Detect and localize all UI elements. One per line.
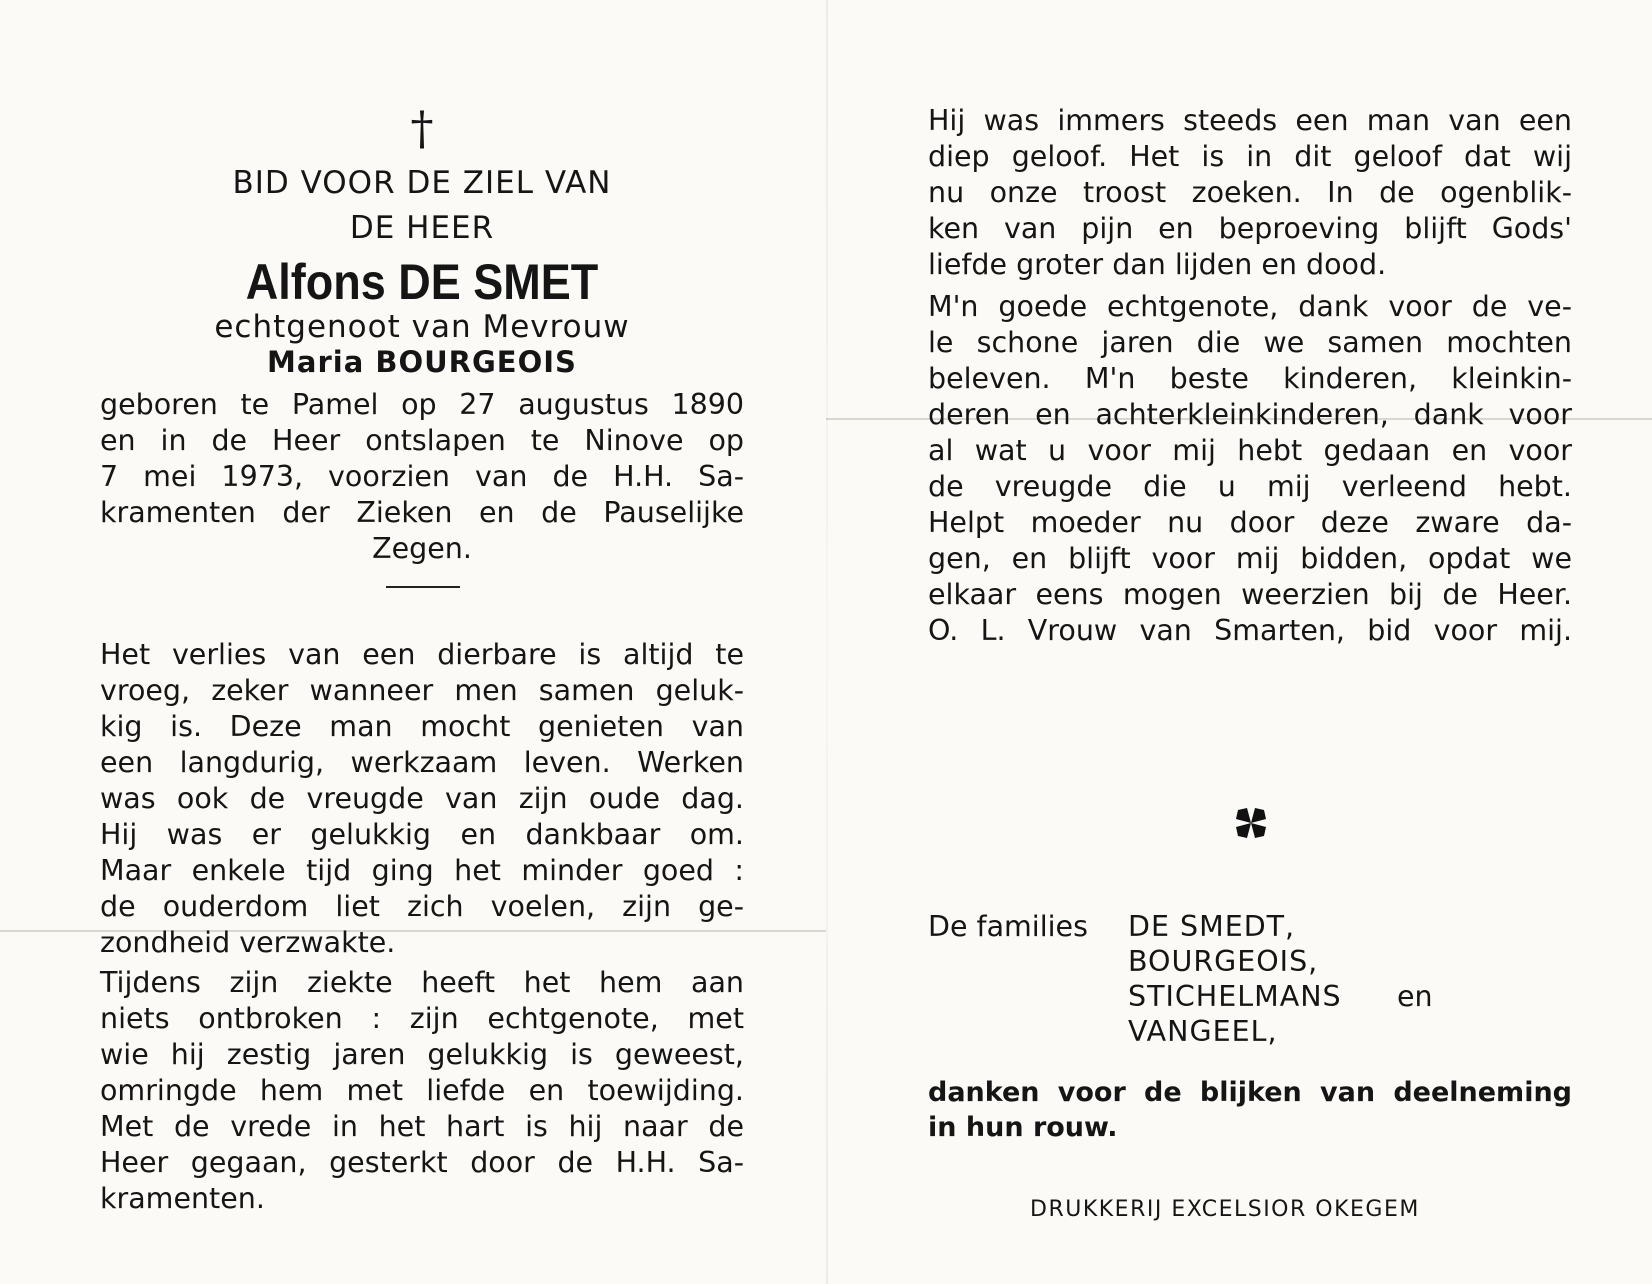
family-name: DE SMEDT,: [1128, 910, 1296, 943]
text-line: M'n goede echtgenote, dank voor de ve-: [928, 290, 1572, 323]
title-line: DE HEER: [349, 210, 495, 246]
text-line: de ouderdom liet zich voelen, zijn ge-: [100, 890, 744, 923]
text-line: Helpt moeder nu door deze zware da-: [928, 506, 1572, 539]
text-line: wie hij zestig jaren gelukkig is geweest,: [100, 1038, 744, 1071]
text-line: Hij was er gelukkig en dankbaar om.: [100, 818, 744, 851]
text-line: Het verlies van een dierbare is altijd te: [100, 638, 744, 671]
maltese-cross-icon: [1234, 806, 1268, 840]
text-line: O. L. Vrouw van Smarten, bid voor mij.: [928, 614, 1572, 647]
text-line: le schone jaren die we samen mochten: [928, 326, 1572, 359]
divider-rule: [386, 586, 460, 588]
text-line: niets ontbroken : zijn echtgenote, met: [100, 1002, 744, 1035]
text-line: Hij was immers steeds een man van een: [928, 104, 1572, 137]
bio-line: kramenten der Zieken en de Pauselijke: [100, 496, 744, 529]
thanks-line: danken voor de blijken van deelneming: [928, 1077, 1572, 1108]
text-line: Met de vrede in het hart is hij naar de: [100, 1110, 744, 1143]
bio-line: 7 mei 1973, voorzien van de H.H. Sa-: [100, 460, 744, 493]
family-name: VANGEEL,: [1128, 1015, 1278, 1048]
text-line: kramenten.: [100, 1182, 265, 1215]
text-line: Heer gegaan, gesterkt door de H.H. Sa-: [100, 1146, 744, 1179]
family-name: STICHELMANS: [1128, 980, 1342, 1013]
text-line: diep geloof. Het is in dit geloof dat wij: [928, 140, 1572, 173]
family-name: BOURGEOIS,: [1128, 945, 1319, 978]
text-line: zondheid verzwakte.: [100, 926, 396, 959]
cross-icon: †: [410, 101, 434, 155]
text-line: beleven. M'n beste kinderen, kleinkin-: [928, 362, 1572, 395]
bio-line: geboren te Pamel op 27 augustus 1890: [100, 388, 744, 421]
text-line: kig is. Deze man mocht genieten van: [100, 710, 744, 743]
families-label: De families: [928, 910, 1088, 943]
text-line: nu onze troost zoeken. In de ogenblik-: [928, 176, 1572, 209]
card-fold: [826, 0, 828, 1284]
spouse-name: Maria BOURGEOIS: [267, 345, 577, 379]
text-line: elkaar eens mogen weerzien bij de Heer.: [928, 578, 1572, 611]
text-line: liefde groter dan lijden en dood.: [928, 248, 1387, 281]
deceased-name: Alfons DE SMET: [245, 254, 599, 310]
printer-credit: DRUKKERIJ EXCELSIOR OKEGEM: [1030, 1197, 1420, 1222]
text-line: deren en achterkleinkinderen, dank voor: [928, 398, 1572, 431]
family-conjunction: en: [1397, 980, 1433, 1013]
text-line: gen, en blijft voor mij bidden, opdat we: [928, 542, 1572, 575]
text-line: was ook de vreugde van zijn oude dag.: [100, 782, 744, 815]
text-line: vroeg, zeker wanneer men samen geluk-: [100, 674, 744, 707]
bio-line: en in de Heer ontslapen te Ninove op: [100, 424, 744, 457]
spouse-intro: echtgenoot van Mevrouw: [214, 309, 630, 345]
text-line: Maar enkele tijd ging het minder goed :: [100, 854, 744, 887]
text-line: al wat u voor mij hebt gedaan en voor: [928, 434, 1572, 467]
bio-line: Zegen.: [372, 532, 472, 565]
thanks-line: in hun rouw.: [928, 1112, 1118, 1143]
text-line: omringde hem met liefde en toewijding.: [100, 1074, 744, 1107]
text-line: ken van pijn en beproeving blijft Gods': [928, 212, 1572, 245]
text-line: de vreugde die u mij verleend hebt.: [928, 470, 1572, 503]
text-line: Tijdens zijn ziekte heeft het hem aan: [100, 966, 744, 999]
text-line: een langdurig, werkzaam leven. Werken: [100, 746, 744, 779]
prayer-line: BID VOOR DE ZIEL VAN: [232, 165, 612, 201]
